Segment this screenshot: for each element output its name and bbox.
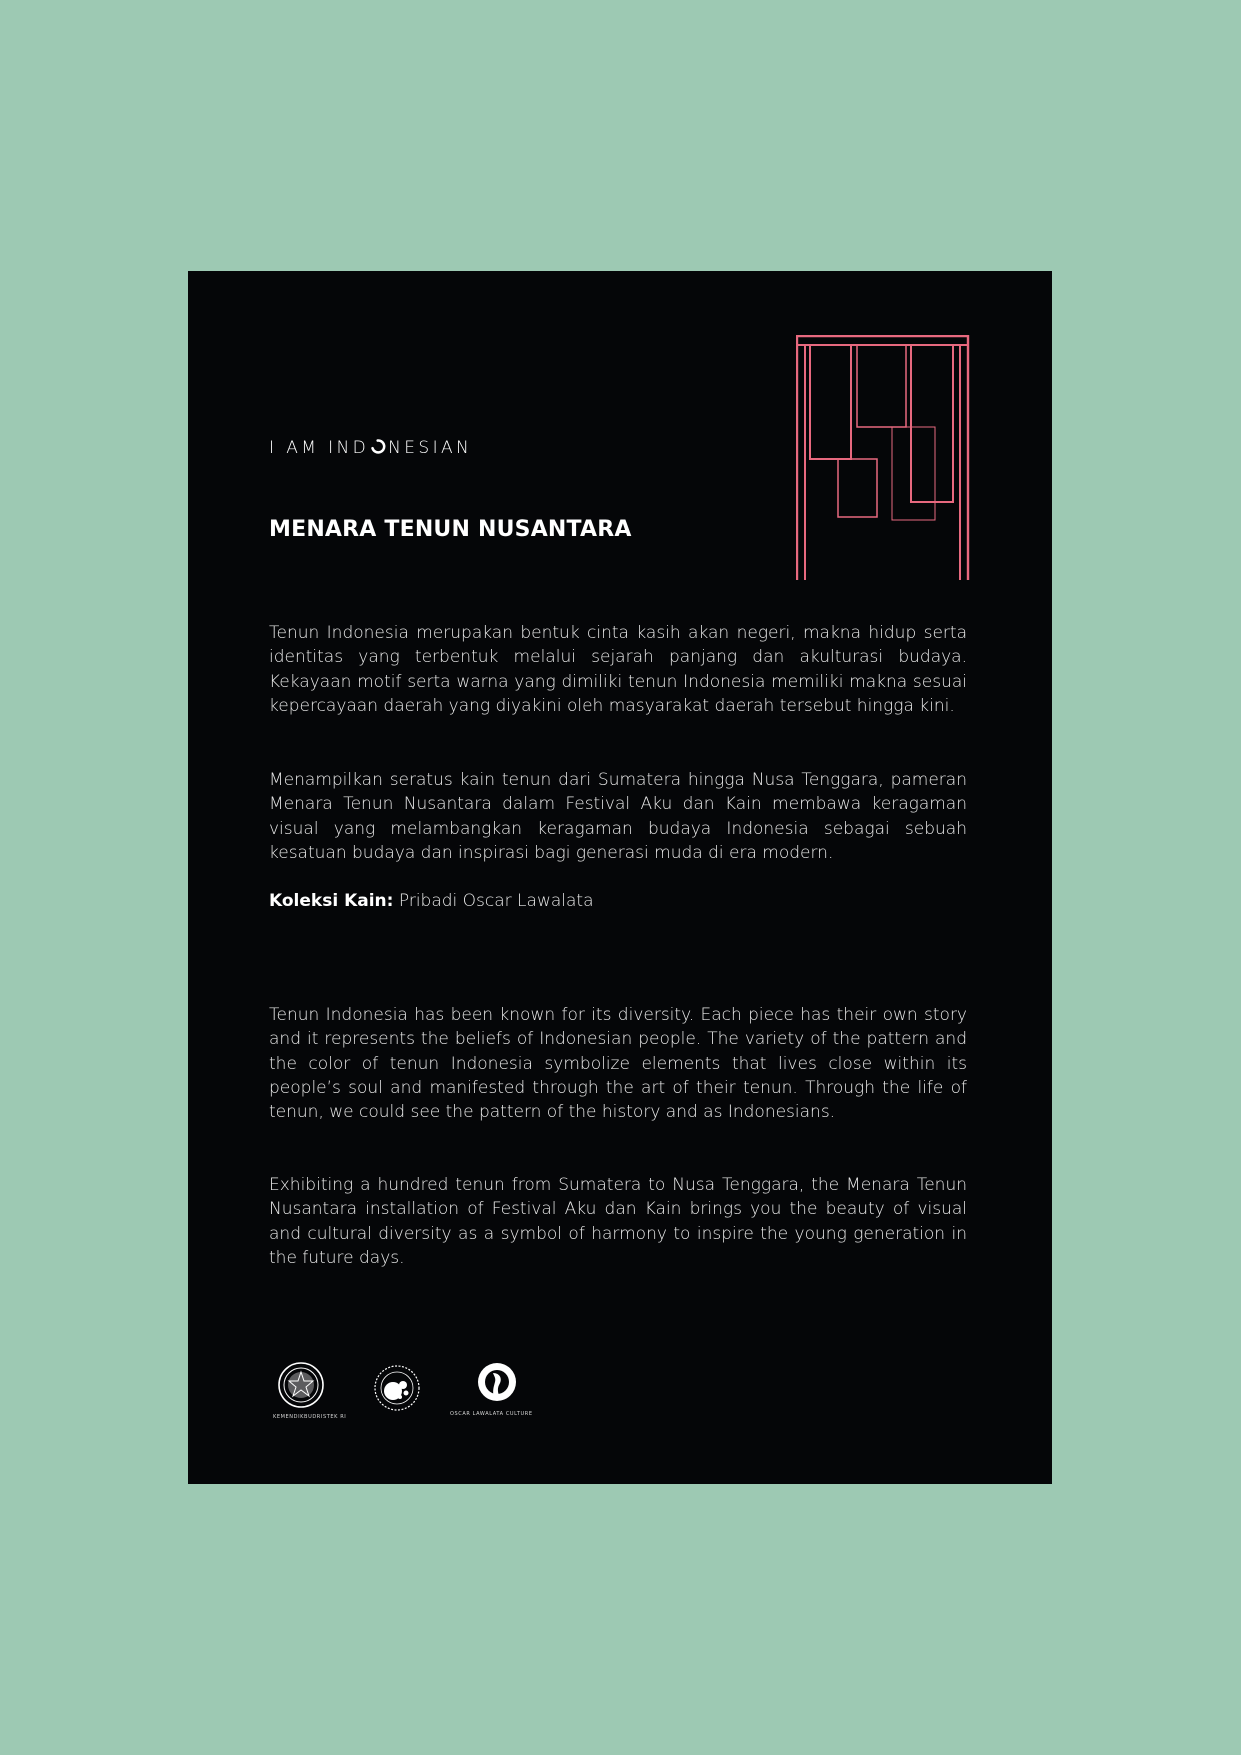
paragraph-en-1: Tenun Indonesia has been known for its diversity. Each piece has their own story and it represents the beliefs of Indonesian people. The variety of the pattern and the color of tenun Indonesia symbolize elements that lives close within its people’s soul and manifested through the art of their tenun. Through the life of tenun, we could see the pattern of the history and as Indonesians. — [269, 1005, 967, 1123]
oscar-lawalata-caption: OSCAR LAWALATA CULTURE — [450, 1411, 533, 1417]
ministry-caption: KEMENDIKBUDRISTEK RI — [273, 1414, 347, 1420]
credit-label: Koleksi Kain: — [269, 891, 394, 911]
page-title: MENARA TENUN NUSANTARA — [269, 517, 632, 542]
brand-text-end: NESIAN — [388, 438, 473, 458]
paragraph-id-2: Menampilkan seratus kain tenun dari Sumatera hingga Nusa Tenggara, pameran Menara Tenun Nusantara dalam Festival Aku dan Kain membawa keragaman visual yang melambangkan keragaman budaya Indonesia sebagai sebuah kesatuan budaya dan inspirasi bagi generasi muda di era modern. — [269, 770, 967, 863]
credit-value: Pribadi Oscar Lawalata — [393, 891, 594, 911]
ministry-seal-icon — [277, 1361, 325, 1409]
paragraph-id-1: Tenun Indonesia merupakan bentuk cinta kasih akan negeri, makna hidup serta identitas yang terbentuk melalui sejarah panjang dan akulturasi budaya. Kekayaan motif serta warna yang dimiliki tenun Indonesia memiliki makna sesuai kepercayaan daerah yang diyakini oleh masyarakat daerah tersebut hingga kini. — [269, 623, 967, 716]
paragraph-en-2: Exhibiting a hundred tenun from Sumatera to Nusa Tenggara, the Menara Tenun Nusantara installation of Festival Aku dan Kain brings you the beauty of visual and cultural diversity as a symbol of harmony to inspire the young generation in the future days. — [269, 1175, 967, 1268]
brand-text-start: I AM IND — [269, 438, 370, 458]
brand-wordmark — [269, 438, 472, 458]
oscar-lawalata-logo-icon — [476, 1361, 518, 1403]
brand-swirl-icon — [370, 438, 387, 455]
credit-line — [269, 889, 967, 913]
tower-frame-icon — [796, 335, 971, 581]
festival-badge-icon — [373, 1364, 421, 1412]
exhibition-panel — [188, 271, 1052, 1484]
